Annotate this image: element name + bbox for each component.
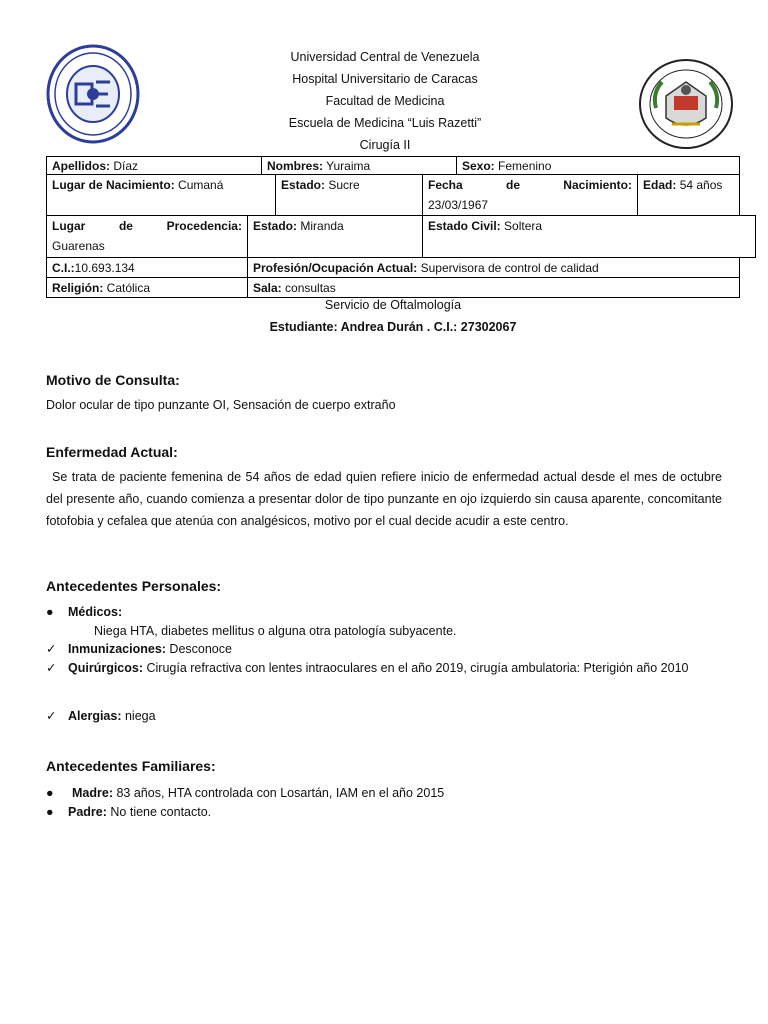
enfermedad-title: Enfermedad Actual: (46, 444, 178, 460)
servicio-line: Servicio de Oftalmología (324, 298, 462, 312)
personales-title: Antecedentes Personales: (46, 578, 222, 594)
apellidos-field: Apellidos: Díaz (46, 156, 262, 175)
header-line-university: Universidad Central de Venezuela (290, 50, 480, 64)
estudiante-line: Estudiante: Andrea Durán . C.I.: 27302067 (269, 320, 517, 334)
list-item-padre: ● Padre: No tiene contacto. (46, 802, 726, 822)
header-line-course: Cirugía II (359, 138, 411, 152)
ucv-seal-logo (46, 44, 140, 144)
lugar-nacimiento-field: Lugar de Nacimiento: Cumaná (46, 174, 276, 216)
header-line-school: Escuela de Medicina “Luis Razetti” (288, 116, 482, 130)
enfermedad-text: Se trata de paciente femenina de 54 años de edad quien refiere inicio de enfermedad actual desde el mes de octubre del presente año, cuando comienza a presentar dolor de tipo punzante en ojo izquierdo sin causa aparente, concomitante fotofobia y cefalea que atenúa con analgésicos, motivo por el cual decide acudir a este centro. (46, 470, 722, 528)
check-icon: ✓ (46, 709, 57, 723)
bullet-icon: ● (46, 605, 54, 619)
sala-field: Sala: consultas (247, 277, 740, 298)
estado-civil-field: Estado Civil: Soltera (422, 215, 756, 258)
estado-nacimiento-field: Estado: Sucre (275, 174, 423, 216)
fecha-nacimiento-field: Fecha de Nacimiento: 23/03/1967 (422, 174, 638, 216)
motivo-text: Dolor ocular de tipo punzante OI, Sensación de cuerpo extraño (46, 398, 396, 412)
ucv-crest-logo (638, 58, 734, 150)
profesion-field: Profesión/Ocupación Actual: Supervisora de control de calidad (247, 257, 740, 278)
ci-field: C.I.:10.693.134 (46, 257, 248, 278)
check-icon: ✓ (46, 661, 57, 675)
bullet-icon: ● (46, 786, 54, 800)
list-item-medicos: ● Médicos: (46, 602, 726, 622)
nombres-field: Nombres: Yuraima (261, 156, 457, 175)
list-item-quirurgicos: ✓ Quirúrgicos: Cirugía refractiva con lentes intraoculares en el año 2019, cirugía ambulatoria: Pterigión año 2010 (46, 658, 726, 678)
motivo-title: Motivo de Consulta: (46, 372, 180, 388)
header-line-faculty: Facultad de Medicina (325, 94, 445, 108)
list-item-alergias: ✓ Alergias: niega (46, 706, 726, 726)
procedencia-field: Lugar de Procedencia: Guarenas (46, 215, 248, 258)
list-item-inmunizaciones: ✓ Inmunizaciones: Desconoce (46, 639, 726, 659)
check-icon: ✓ (46, 642, 57, 656)
list-item-madre: ● Madre: 83 años, HTA controlada con Losartán, IAM en el año 2015 (46, 783, 726, 803)
familiares-title: Antecedentes Familiares: (46, 758, 216, 774)
edad-field: Edad: 54 años (637, 174, 740, 216)
religion-field: Religión: Católica (46, 277, 248, 298)
sexo-field: Sexo: Femenino (456, 156, 740, 175)
estado-procedencia-field: Estado: Miranda (247, 215, 423, 258)
header-line-hospital: Hospital Universitario de Caracas (292, 72, 478, 86)
bullet-icon: ● (46, 805, 54, 819)
institution-header (200, 46, 570, 156)
medicos-text: Niega HTA, diabetes mellitus o alguna otra patología subyacente. (94, 624, 457, 638)
